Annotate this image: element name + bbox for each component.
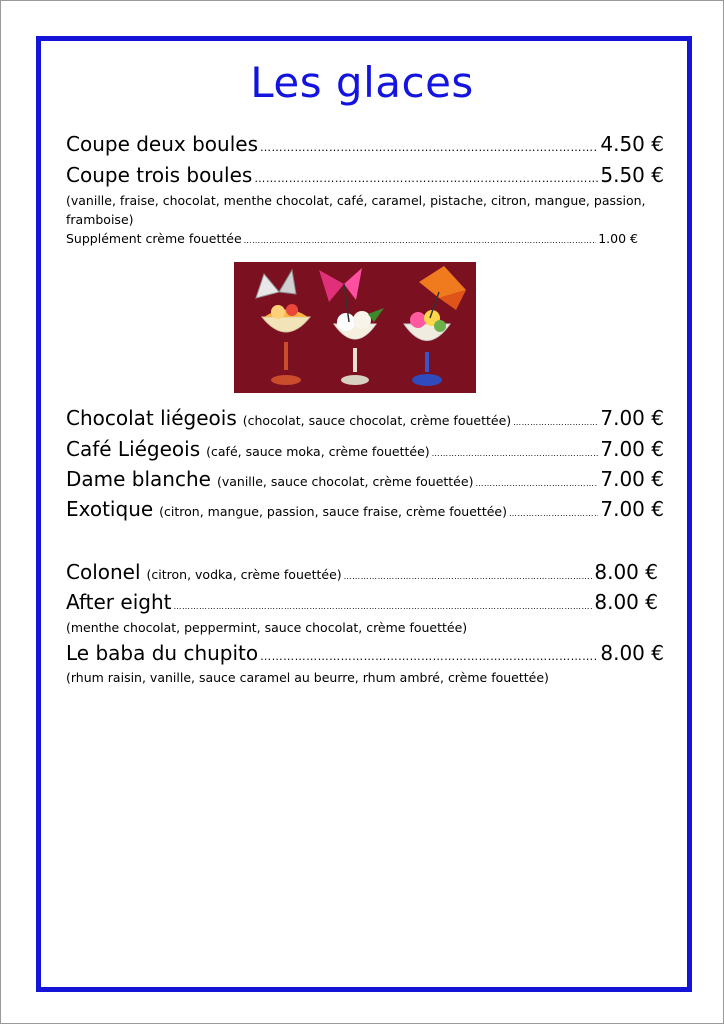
- item-price: 5.50 €: [600, 163, 664, 187]
- dot-leader: [432, 449, 599, 458]
- item-note: (rhum raisin, vanille, sauce caramel au beurre, rhum ambré, crème fouettée): [66, 670, 549, 685]
- dot-leader: [344, 572, 593, 581]
- item-name: Coupe trois boules: [66, 163, 253, 187]
- item-name: After eight: [66, 590, 172, 614]
- menu-item: [66, 406, 664, 430]
- item-price: 8.00 €: [600, 641, 664, 665]
- dot-leader: [260, 141, 598, 154]
- item-price: 7.00 €: [600, 406, 664, 430]
- item-description: (citron, vodka, crème fouettée): [146, 567, 342, 582]
- item-price: 8.00 €: [594, 590, 658, 614]
- menu-item: [66, 163, 664, 187]
- item-price: 7.00 €: [600, 437, 664, 461]
- dot-leader: [509, 509, 598, 518]
- dot-leader: [475, 479, 598, 488]
- sundae-illustration: [234, 262, 476, 393]
- sundae-glass-icon: [404, 266, 466, 386]
- dot-leader: [254, 172, 598, 185]
- dot-leader: [244, 236, 597, 245]
- flavours-note: (vanille, fraise, chocolat, menthe chocolat, café, caramel, pistache, citron, mangue, passion, framboise): [66, 193, 646, 227]
- menu-item: [66, 467, 664, 491]
- supplement-price: 1.00 €: [598, 231, 638, 246]
- item-price: 4.50 €: [600, 132, 664, 156]
- item-description: (citron, mangue, passion, sauce fraise, crème fouettée): [159, 504, 507, 519]
- item-description: (chocolat, sauce chocolat, crème fouettée): [242, 413, 512, 428]
- item-name: Dame blanche: [66, 467, 211, 491]
- menu-item: [66, 560, 658, 584]
- dot-leader: [260, 650, 598, 663]
- item-name: Colonel: [66, 560, 141, 584]
- item-description: (vanille, sauce chocolat, crème fouettée): [216, 474, 474, 489]
- dot-leader: [173, 602, 592, 611]
- supplement-name: Supplément crème fouettée: [66, 231, 242, 246]
- menu-item: [66, 590, 658, 614]
- menu-item: [66, 437, 664, 461]
- dot-leader: [513, 418, 598, 427]
- item-note: (menthe chocolat, peppermint, sauce chocolat, crème fouettée): [66, 620, 468, 635]
- page-title: Les glaces: [250, 58, 474, 107]
- item-price: 8.00 €: [594, 560, 658, 584]
- sundae-glass-icon: [319, 268, 384, 385]
- item-name: Chocolat liégeois: [66, 406, 237, 430]
- item-description: (café, sauce moka, crème fouettée): [206, 444, 430, 459]
- item-name: Café Liégeois: [66, 437, 201, 461]
- supplement-row: [66, 231, 638, 246]
- menu-item: [66, 132, 664, 156]
- item-name: Coupe deux boules: [66, 132, 258, 156]
- item-price: 7.00 €: [600, 467, 664, 491]
- item-name: Exotique: [66, 497, 154, 521]
- item-name: Le baba du chupito: [66, 641, 259, 665]
- menu-item: [66, 497, 664, 521]
- item-price: 7.00 €: [600, 497, 664, 521]
- sundae-glass-icon: [256, 270, 310, 385]
- sundae-photo: [234, 262, 476, 393]
- menu-item: [66, 641, 664, 665]
